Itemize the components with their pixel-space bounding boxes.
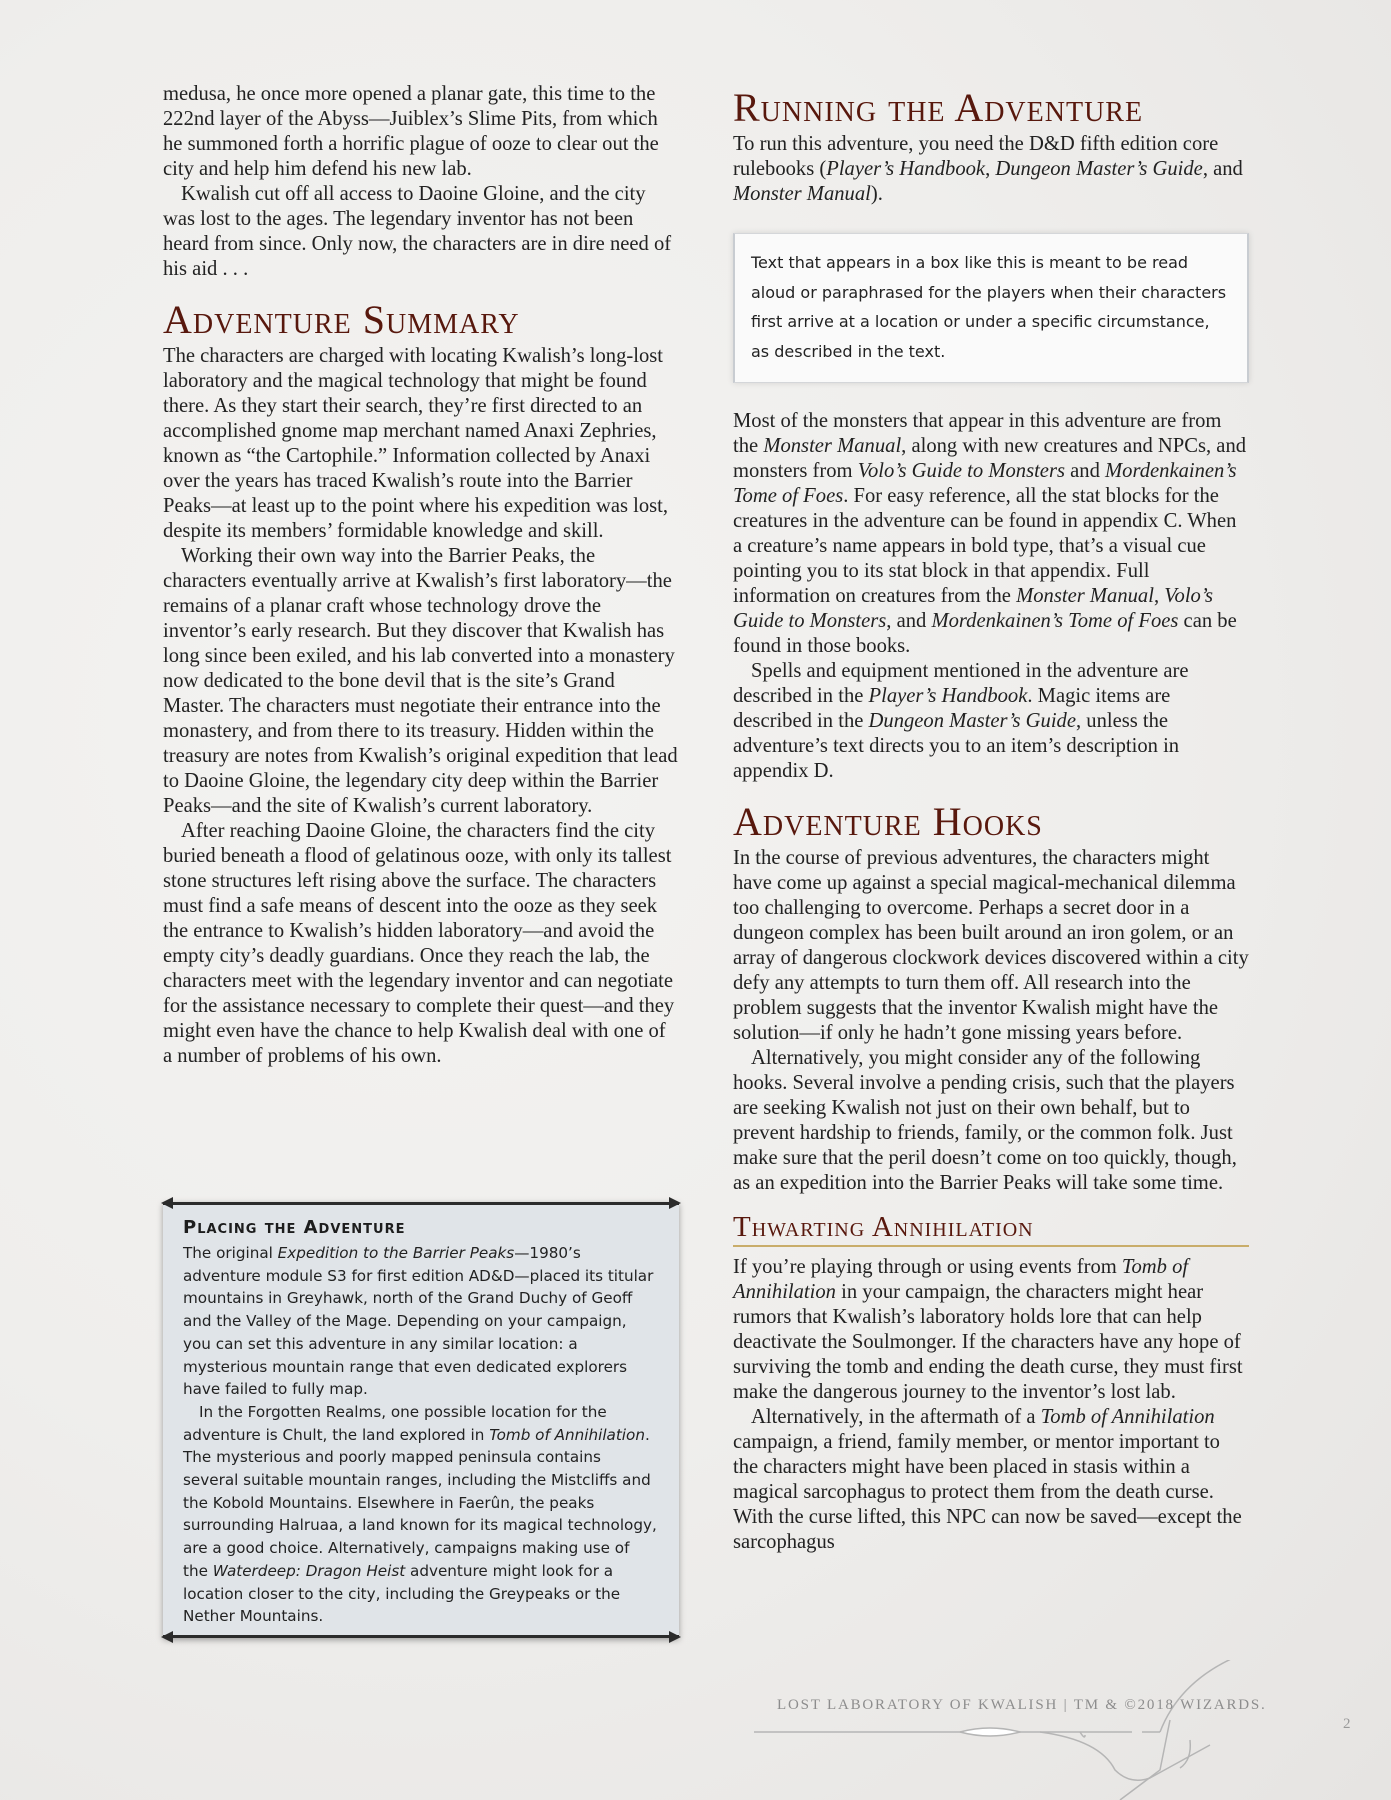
italic-title: Tomb of Annihilation	[1040, 1406, 1215, 1428]
footer-text: LOST LABORATORY OF KWALISH | TM & ©2018 WIZARDS.	[777, 1697, 1267, 1713]
paragraph	[733, 1046, 1249, 1196]
left-column	[163, 82, 679, 1069]
placing-the-adventure-sidebar	[163, 1202, 679, 1638]
text-run: —1980’s adventure module S3 for first edition AD&D—placed its titular mountains in Greyhawk, north of the Grand Duchy of Geoff and the Valley of the Mage. Depending on your campaign, you can set this adventure in any similar location: a mysterious mountain range that even dedicated explorers have failed to fully map.	[183, 1244, 654, 1399]
italic-title: Mordenkainen’s Tome of Foes	[931, 610, 1179, 632]
sidebar-title: Placing the Adventure	[183, 1217, 406, 1238]
paragraph	[733, 846, 1249, 1046]
read-aloud-box	[733, 233, 1249, 383]
right-column	[733, 85, 1249, 1555]
sidebar-corner-left-top	[161, 1197, 173, 1209]
paragraph	[733, 409, 1249, 659]
italic-title: Dungeon Master’s Guide	[868, 710, 1076, 732]
footer-ornament	[740, 1660, 1391, 1800]
paragraph	[183, 1242, 659, 1401]
section-heading: Running the Adventure	[733, 85, 1144, 130]
text-run: In the Forgotten Realms, one possible location for the adventure is Chult, the land explored in	[183, 1402, 607, 1444]
italic-title: Tomb of Annihilation	[733, 1256, 1189, 1303]
read-aloud-text: Text that appears in a box like this is meant to be read aloud or paraphrased for the players when their characters first arrive at a location or under a specific circumstance, as described in the text.	[751, 253, 1227, 361]
italic-title: Player’s Handbook	[868, 685, 1028, 707]
text-run: can be found in those books.	[733, 610, 1237, 657]
italic-title: Volo’s Guide to Monsters	[857, 460, 1065, 482]
section-heading: Adventure Summary	[163, 297, 520, 342]
text-run: ,	[985, 158, 996, 180]
text-run: Alternatively, you might consider any of the following hooks. Several involve a pending crisis, such that the players are seeking Kwalish not just on their own behalf, but to prevent hardship to friends, family, or the common folk. Just make sure that the peril doesn’t come on too quickly, though, as an expedition into the Barrier Peaks will take some time.	[733, 1047, 1237, 1194]
text-run: adventure might look for a location closer to the city, including the Greypeaks or the Nether Mountains.	[183, 1561, 621, 1626]
paragraph	[183, 1401, 659, 1628]
paragraph	[733, 132, 1249, 207]
italic-title: Monster Manual	[1016, 585, 1154, 607]
paragraph	[163, 544, 679, 819]
italic-title: Monster Manual	[733, 183, 871, 205]
page-number: 2	[1343, 1716, 1351, 1732]
text-run: . The mysterious and poorly mapped peninsula contains several suitable mountain ranges, including the Mistcliffs and the Kobold Mountains. Elsewhere in Faerûn, the peaks surrounding Halruaa, a land known for its magical technology, are a good choice. Alternatively, campaigns making use of the	[183, 1425, 657, 1580]
text-run: in your campaign, the characters might hear rumors that Kwalish’s laboratory holds lore that can help deactivate the Soulmonger. If the characters have any hope of surviving the tomb and ending the death curse, they must first make the dangerous journey to the inventor’s lost lab.	[733, 1281, 1243, 1403]
paragraph	[163, 82, 679, 182]
paragraph	[733, 1405, 1249, 1555]
sidebar-corner-left-bottom	[161, 1631, 173, 1643]
italic-title: Mordenkainen’s Tome of Foes	[733, 460, 1237, 507]
sidebar-body	[183, 1242, 659, 1628]
text-run: Kwalish cut off all access to Daoine Gloine, and the city was lost to the ages. The legendary inventor has not been heard from since. Only now, the characters are in dire need of his aid . . .	[163, 183, 672, 280]
italic-title: Expedition to the Barrier Peaks	[277, 1244, 515, 1262]
text-run: campaign, a friend, family member, or mentor important to the characters might have been placed in stasis within a magical sarcophagus to protect them from the death curse. With the curse lifted, this NPC can now be saved—except the sarcophagus	[733, 1431, 1242, 1553]
text-run: After reaching Daoine Gloine, the characters find the city buried beneath a flood of gelatinous ooze, with only its tallest stone structures left rising above the surface. The characters must find a safe means of descent into the ooze as they seek the entrance to Kwalish’s hidden laboratory—and avoid the empty city’s deadly guardians. Once they reach the lab, the characters meet with the legendary inventor and can negotiate for the assistance necessary to complete their quest—and they might even have the chance to help Kwalish deal with one of a number of problems of his own.	[163, 820, 675, 1067]
sidebar-corner-right-bottom	[669, 1631, 681, 1643]
section-heading: Thwarting Annihilation	[733, 1212, 1249, 1247]
text-run: Spells and equipment mentioned in the adventure are described in the	[733, 660, 1189, 707]
paragraph	[163, 344, 679, 544]
text-run: ,	[1153, 585, 1165, 607]
text-run: , along with new creatures and NPCs, and monsters from	[733, 435, 1247, 482]
text-run: ).	[870, 183, 883, 205]
italic-title: Dungeon Master’s Guide	[995, 158, 1203, 180]
text-run: In the course of previous adventures, the characters might have come up against a special magical-mechanical dilemma too challenging to overcome. Perhaps a secret door in a dungeon complex has been built around an iron golem, or an array of dangerous clockwork devices discovered within a city defy any attempts to turn them off. All research into the problem suggests that the inventor Kwalish might have the solution—if only he hadn’t gone missing years before.	[733, 847, 1249, 1044]
text-run: , unless the adventure’s text directs you to an item’s description in appendix D.	[733, 710, 1180, 782]
italic-title: Tomb of Annihilation	[489, 1425, 645, 1444]
text-run: , and	[886, 610, 932, 632]
italic-title: Player’s Handbook	[826, 158, 986, 180]
text-run: The characters are charged with locating Kwalish’s long-lost laboratory and the magical technology that might be found there. As they start their search, they’re first directed to an accomplished gnome map merchant named Anaxi Zephries, known as “the Cartophile.” Information collected by Anaxi over the years has traced Kwalish’s route into the Barrier Peaks—at least up to the point where his expedition was lost, despite its members’ formidable knowledge and skill.	[163, 345, 669, 542]
text-run: To run this adventure, you need the D&D fifth edition core rulebooks (	[733, 133, 1219, 180]
text-run: If you’re playing through or using events from	[733, 1256, 1122, 1278]
paragraph	[163, 182, 679, 282]
sidebar-corner-right-top	[669, 1197, 681, 1209]
section-heading: Adventure Hooks	[733, 799, 1043, 844]
italic-title: Monster Manual	[763, 435, 902, 457]
paragraph	[733, 1255, 1249, 1405]
italic-title: Volo’s Guide to Monsters	[733, 585, 1214, 632]
text-run: Alternatively, in the aftermath of a	[751, 1406, 1041, 1428]
text-run: and	[1064, 460, 1106, 482]
italic-title: Waterdeep: Dragon Heist	[212, 1561, 406, 1580]
text-run: Most of the monsters that appear in this adventure are from the	[733, 410, 1222, 457]
text-run: . For easy reference, all the stat blocks for the creatures in the adventure can be found in appendix C. When a creature’s name appears in bold type, that’s a visual cue pointing you to its stat block in that appendix. Full information on creatures from the	[733, 485, 1237, 607]
text-run: , and	[1202, 158, 1243, 180]
text-run: The original	[183, 1244, 278, 1262]
text-run: . Magic items are described in the	[733, 685, 1171, 732]
paragraph	[163, 819, 679, 1069]
text-run: medusa, he once more opened a planar gate, this time to the 222nd layer of the Abyss—Juiblex’s Slime Pits, from which he summoned forth a horrific plague of ooze to clear out the city and help him defend his new lab.	[163, 83, 659, 180]
text-run: Working their own way into the Barrier Peaks, the characters eventually arrive at Kwalish’s first laboratory—the remains of a planar craft whose technology drove the inventor’s early research. But they discover that Kwalish has long since been exiled, and his lab converted into a monastery now dedicated to the bone devil that is the site’s Grand Master. The characters must negotiate their entrance into the monastery, and from there to its treasury. Hidden within the treasury are notes from Kwalish’s original expedition that lead to Daoine Gloine, the legendary city deep within the Barrier Peaks—and the site of Kwalish’s current laboratory.	[163, 545, 678, 817]
paragraph	[733, 659, 1249, 784]
